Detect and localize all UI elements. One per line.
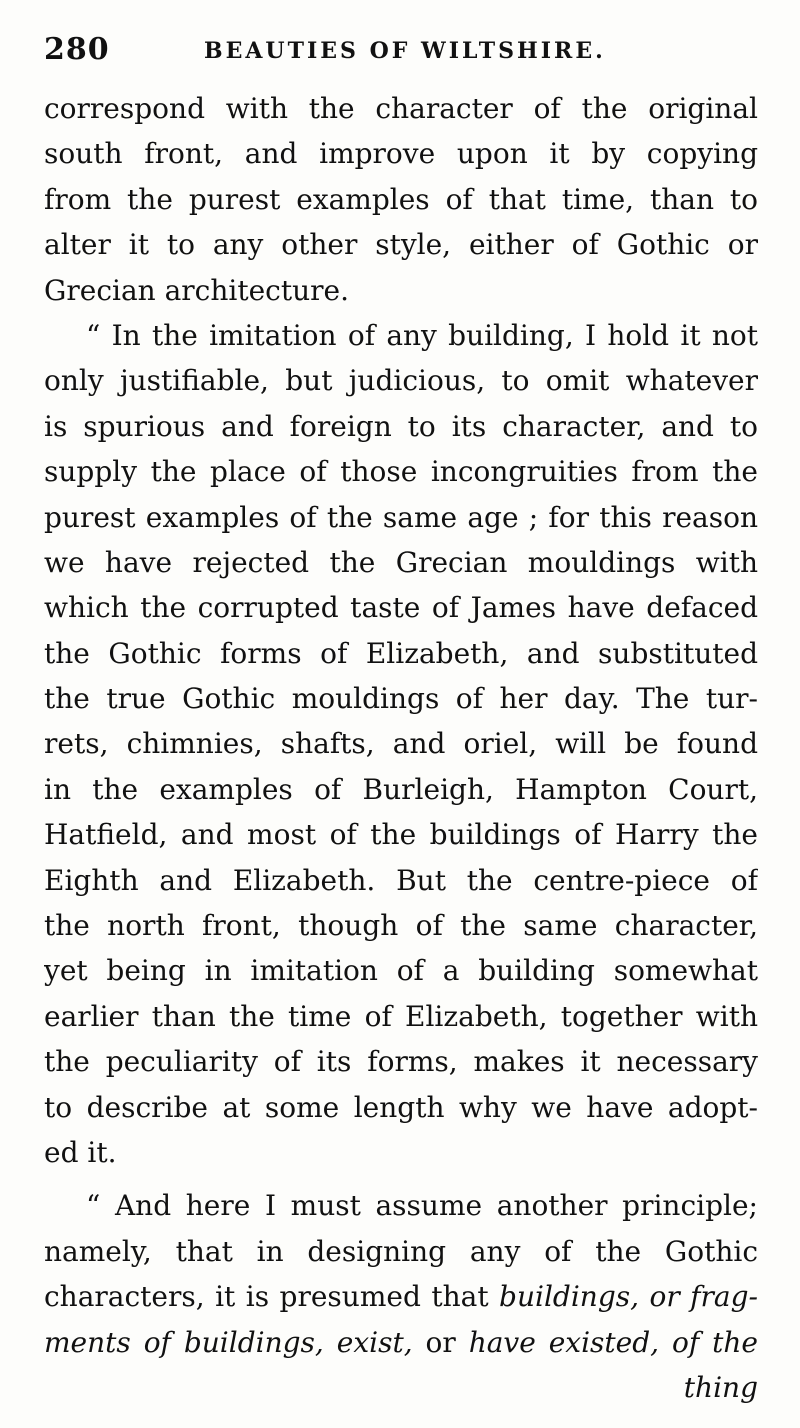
text-line: alter it to any other style, either of Gothic or	[44, 228, 758, 262]
text-segment: characters, it is presumed that	[44, 1280, 489, 1314]
text-line: from the purest examples of that time, than to	[44, 182, 758, 216]
text-line: yet being in imitation of a building somewhat	[44, 954, 758, 988]
text-line: is spurious and foreign to its character, and to	[44, 409, 758, 443]
text-line: Eighth and Elizabeth. But the centre-piece of	[44, 863, 758, 897]
text-line: supply the place of those incongruities from the	[44, 455, 758, 489]
text-line: to describe at some length why we have adopt-	[44, 1090, 758, 1124]
paragraph-start-line: “ And here I must assume another principle;	[86, 1189, 758, 1223]
page-number: 280	[44, 32, 110, 67]
page-header	[44, 32, 760, 68]
italic-text: buildings, or frag-	[499, 1280, 758, 1314]
text-line: in the examples of Burleigh, Hampton Court,	[44, 772, 758, 806]
italic-text: have existed, of the	[468, 1325, 758, 1359]
text-segment: or	[412, 1325, 469, 1359]
text-line: Grecian architecture.	[44, 273, 349, 307]
text-line: correspond with the character of the original	[44, 92, 758, 125]
text-line: we have rejected the Grecian mouldings with	[44, 545, 758, 579]
paragraph-start-line: “ In the imitation of any building, I hold it not	[86, 318, 758, 352]
text-line: which the corrupted taste of James have defaced	[44, 591, 758, 625]
text-line: ed it.	[44, 1135, 117, 1169]
text-line: the true Gothic mouldings of her day. The tur-	[44, 682, 758, 716]
italic-text: ments of buildings,	[44, 1325, 324, 1359]
text-line: only justifiable, but judicious, to omit whatever	[44, 364, 758, 398]
text-line	[44, 1320, 758, 1365]
text-line: namely, that in designing any of the Gothic	[44, 1234, 758, 1268]
text-line: purest examples of the same age ; for this reason	[44, 500, 758, 534]
text-line: the north front, though of the same character,	[44, 909, 758, 943]
text-line: Hatfield, and most of the buildings of Harry the	[44, 818, 758, 852]
italic-text: exist,	[323, 1325, 413, 1359]
body-text	[44, 86, 758, 1410]
catchword: thing	[683, 1370, 758, 1404]
text-line	[44, 1274, 758, 1319]
running-head: BEAUTIES OF WILTSHIRE.	[204, 38, 606, 64]
text-line: the Gothic forms of Elizabeth, and substituted	[44, 636, 758, 670]
text-line: south front, and improve upon it by copying	[44, 137, 758, 171]
text-line: rets, chimnies, shafts, and oriel, will be found	[44, 727, 758, 761]
text-line: the peculiarity of its forms, makes it necessary	[44, 1045, 758, 1079]
text-line: earlier than the time of Elizabeth, together with	[44, 999, 758, 1033]
